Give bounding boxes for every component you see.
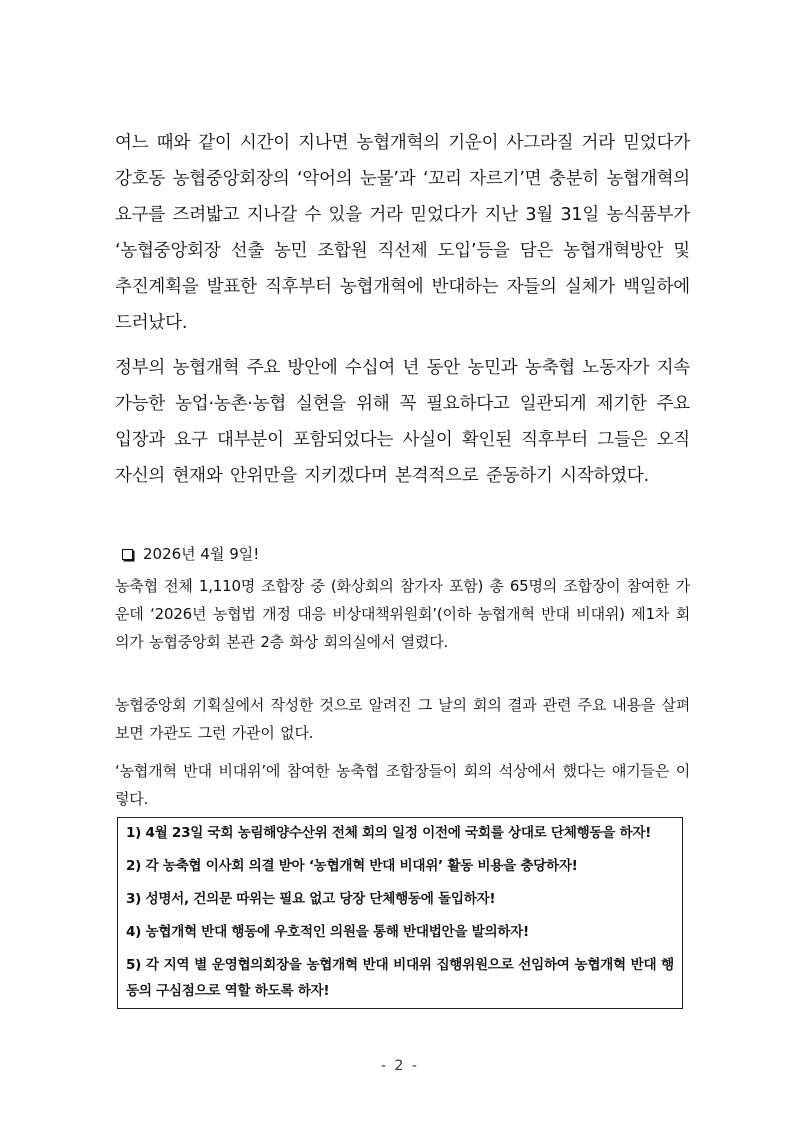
- demand-item: 5) 각 지역 별 운영협의회장을 농협개혁 반대 비대위 집행위원으로 선임하여 농협개혁 반대 행동의 구심점으로 역할 하도록 하자!: [126, 957, 674, 999]
- section-heading: [122, 540, 259, 568]
- demands-box: [117, 817, 683, 1009]
- demand-item: 3) 성명서, 건의문 따위는 필요 없고 당장 단체행동에 돌입하자!: [126, 891, 496, 907]
- demand-item: 2) 각 농축협 이사회 의결 받아 ‘농협개혁 반대 비대위’ 활동 비용을 충당하자!: [126, 858, 578, 874]
- body-paragraph-4: 농협중앙회 기획실에서 작성한 것으로 알려진 그 날의 회의 결과 관련 주요 내용을 살펴보면 가관도 그런 가관이 없다.: [115, 696, 690, 742]
- body-paragraph-5: ‘농협개혁 반대 비대위’에 참여한 농축협 조합장들이 회의 석상에서 했다는 얘기들은 이렇다.: [115, 762, 690, 808]
- body-paragraph-2: 정부의 농협개혁 주요 방안에 수십여 년 동안 농민과 농축협 노동자가 지속가능한 농업·농촌·농협 실현을 위해 꼭 필요하다고 일관되게 제기한 주요 입장과 요구 대부분이 포함되었다는 사실이 확인된 직후부터 그들은 오직 자신의 현재와 안위만을 지키겠다며 본격적으로 준동하기 시작하였다.: [115, 358, 690, 486]
- demand-item: 4) 농협개혁 반대 행동에 우호적인 의원을 통해 반대법안을 발의하자!: [126, 924, 529, 940]
- section-heading-text: 2026년 4월 9일!: [143, 545, 260, 563]
- body-paragraph-3: 농축협 전체 1,110명 조합장 중 (화상회의 참가자 포함) 총 65명의 조합장이 참여한 가운데 ‘2026년 농협법 개정 대응 비상대책위원회’(이하 농협개혁 반대 비대위) 제1차 회의가 농협중앙회 본관 2층 화상 회의실에서 열렸다.: [115, 577, 690, 651]
- demand-item: 1) 4월 23일 국회 농림해양수산위 전체 회의 일정 이전에 국회를 상대로 단체행동을 하자!: [126, 825, 652, 841]
- body-paragraph-1: 여느 때와 같이 시간이 지나면 농협개혁의 기운이 사그라질 거라 믿었다가 강호동 농협중앙회장의 ‘악어의 눈물’과 ‘꼬리 자르기’면 충분히 농협개혁의 요구를 즈려밟고 지나갈 수 있을 거라 믿었다가 지난 3월 31일 농식품부가 ‘농협중앙회장 선출 농민 조합원 직선제 도입’등을 담은 농협개혁방안 및 추진계획을 발표한 직후부터 농협개혁에 반대하는 자들의 실체가 백일하에 드러났다.: [115, 133, 690, 333]
- checkbox-bullet-icon: [122, 549, 133, 560]
- page-number: - 2 -: [381, 1058, 419, 1074]
